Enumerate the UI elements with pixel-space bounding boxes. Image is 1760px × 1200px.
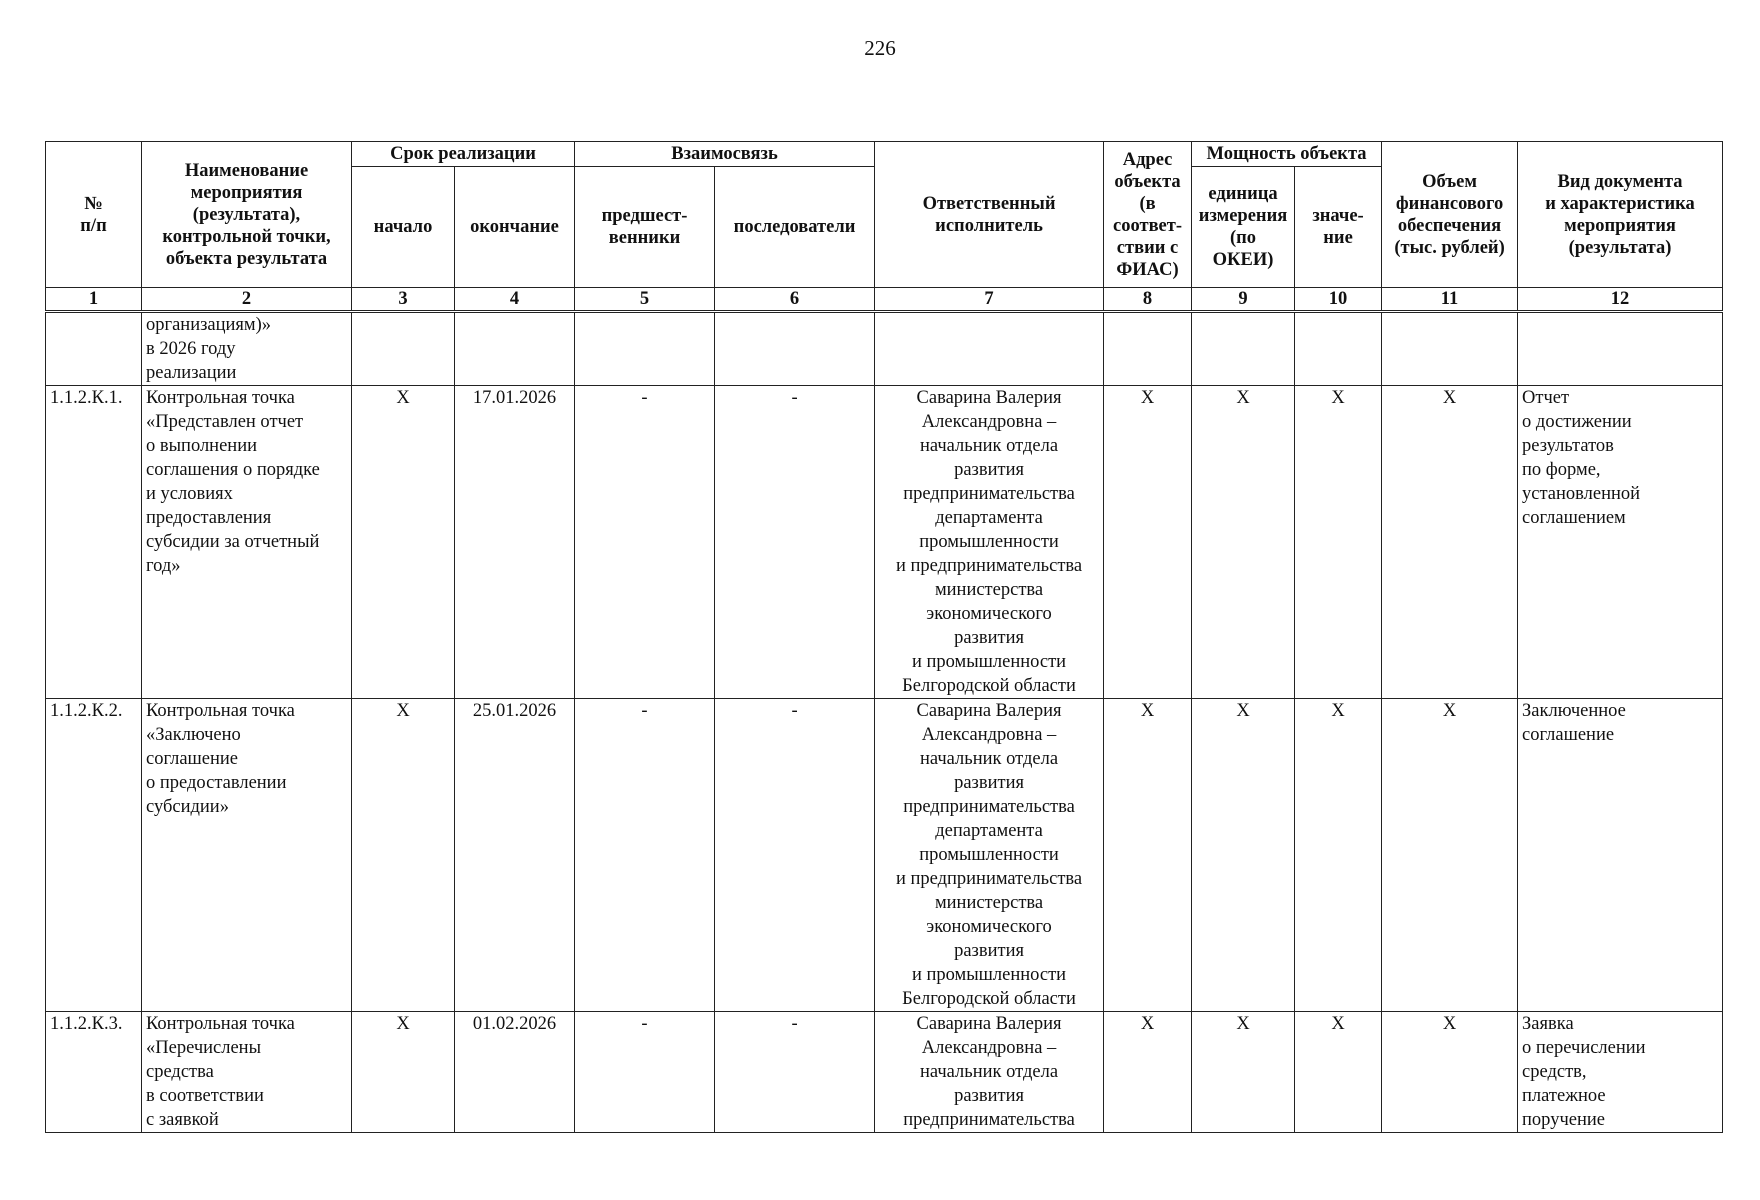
column-number: 12 bbox=[1518, 288, 1723, 312]
cell-unit bbox=[1192, 312, 1295, 386]
cell-successors: - bbox=[715, 699, 875, 1012]
cell-executor: Саварина Валерия Александровна – начальник отдела развития предпринимательства департамента промышленности и предпринимательства министерства экономического развития и промышленности Белгородской области bbox=[875, 386, 1104, 699]
header-term-group: Срок реализации bbox=[352, 142, 575, 167]
header-num: № п/п bbox=[46, 142, 142, 288]
header-value: значе- ние bbox=[1295, 167, 1382, 288]
column-number: 3 bbox=[352, 288, 455, 312]
cell-predecessors: - bbox=[575, 699, 715, 1012]
cell-start: Х bbox=[352, 1012, 455, 1133]
header-unit: единица измерения (по ОКЕИ) bbox=[1192, 167, 1295, 288]
cell-end bbox=[455, 312, 575, 386]
header-name: Наименование мероприятия (результата), контрольной точки, объекта результата bbox=[142, 142, 352, 288]
cell-address bbox=[1104, 312, 1192, 386]
cell-address: Х bbox=[1104, 699, 1192, 1012]
column-number: 11 bbox=[1382, 288, 1518, 312]
cell-num: 1.1.2.К.1. bbox=[46, 386, 142, 699]
column-number: 5 bbox=[575, 288, 715, 312]
cell-finance: Х bbox=[1382, 699, 1518, 1012]
column-number: 1 bbox=[46, 288, 142, 312]
column-number: 4 bbox=[455, 288, 575, 312]
column-numbers-row bbox=[46, 288, 1723, 312]
cell-start: Х bbox=[352, 386, 455, 699]
table-row bbox=[46, 386, 1723, 699]
cell-successors: - bbox=[715, 1012, 875, 1133]
cell-address: Х bbox=[1104, 1012, 1192, 1133]
cell-unit: Х bbox=[1192, 386, 1295, 699]
header-predecessors: предшест- венники bbox=[575, 167, 715, 288]
cell-finance: Х bbox=[1382, 386, 1518, 699]
cell-executor bbox=[875, 312, 1104, 386]
cell-value bbox=[1295, 312, 1382, 386]
cell-name: Контрольная точка «Представлен отчет о выполнении соглашения о порядке и условиях предоставления субсидии за отчетный год» bbox=[142, 386, 352, 699]
cell-executor: Саварина Валерия Александровна – начальник отдела развития предпринимательства департамента промышленности и предпринимательства министерства экономического развития и промышленности Белгородской области bbox=[875, 699, 1104, 1012]
header-address: Адрес объекта (в соответ- ствии с ФИАС) bbox=[1104, 142, 1192, 288]
cell-successors: - bbox=[715, 386, 875, 699]
header-start: начало bbox=[352, 167, 455, 288]
cell-value: Х bbox=[1295, 1012, 1382, 1133]
cell-doc bbox=[1518, 312, 1723, 386]
cell-successors bbox=[715, 312, 875, 386]
cell-address: Х bbox=[1104, 386, 1192, 699]
cell-value: Х bbox=[1295, 386, 1382, 699]
column-number: 8 bbox=[1104, 288, 1192, 312]
cell-start bbox=[352, 312, 455, 386]
cell-end: 25.01.2026 bbox=[455, 699, 575, 1012]
cell-num: 1.1.2.К.2. bbox=[46, 699, 142, 1012]
cell-finance: Х bbox=[1382, 1012, 1518, 1133]
header-finance: Объем финансового обеспечения (тыс. рублей) bbox=[1382, 142, 1518, 288]
cell-executor: Саварина Валерия Александровна – начальник отдела развития предпринимательства bbox=[875, 1012, 1104, 1133]
cell-doc: Отчет о достижении результатов по форме, установленной соглашением bbox=[1518, 386, 1723, 699]
cell-name: Контрольная точка «Заключено соглашение о предоставлении субсидии» bbox=[142, 699, 352, 1012]
page-number: 226 bbox=[864, 36, 896, 60]
column-number: 7 bbox=[875, 288, 1104, 312]
header-executor: Ответственный исполнитель bbox=[875, 142, 1104, 288]
cell-name: организациям)» в 2026 году реализации bbox=[142, 312, 352, 386]
cell-predecessors: - bbox=[575, 1012, 715, 1133]
cell-doc: Заявка о перечислении средств, платежное поручение bbox=[1518, 1012, 1723, 1133]
cell-end: 17.01.2026 bbox=[455, 386, 575, 699]
table-row bbox=[46, 699, 1723, 1012]
header-end: окончание bbox=[455, 167, 575, 288]
header-doc-type: Вид документа и характеристика мероприятия (результата) bbox=[1518, 142, 1723, 288]
cell-num bbox=[46, 312, 142, 386]
column-number: 10 bbox=[1295, 288, 1382, 312]
cell-name: Контрольная точка «Перечислены средства в соответствии с заявкой bbox=[142, 1012, 352, 1133]
header-successors: последователи bbox=[715, 167, 875, 288]
cell-finance bbox=[1382, 312, 1518, 386]
header-link-group: Взаимосвязь bbox=[575, 142, 875, 167]
cell-doc: Заключенное соглашение bbox=[1518, 699, 1723, 1012]
column-number: 6 bbox=[715, 288, 875, 312]
table-row bbox=[46, 312, 1723, 386]
header-row-1 bbox=[46, 142, 1723, 167]
cell-unit: Х bbox=[1192, 1012, 1295, 1133]
column-number: 2 bbox=[142, 288, 352, 312]
plan-table bbox=[45, 141, 1723, 1133]
column-number: 9 bbox=[1192, 288, 1295, 312]
cell-start: Х bbox=[352, 699, 455, 1012]
header-capacity-group: Мощность объекта bbox=[1192, 142, 1382, 167]
table-row bbox=[46, 1012, 1723, 1133]
cell-predecessors: - bbox=[575, 386, 715, 699]
cell-end: 01.02.2026 bbox=[455, 1012, 575, 1133]
cell-predecessors bbox=[575, 312, 715, 386]
cell-num: 1.1.2.К.3. bbox=[46, 1012, 142, 1133]
cell-value: Х bbox=[1295, 699, 1382, 1012]
cell-unit: Х bbox=[1192, 699, 1295, 1012]
